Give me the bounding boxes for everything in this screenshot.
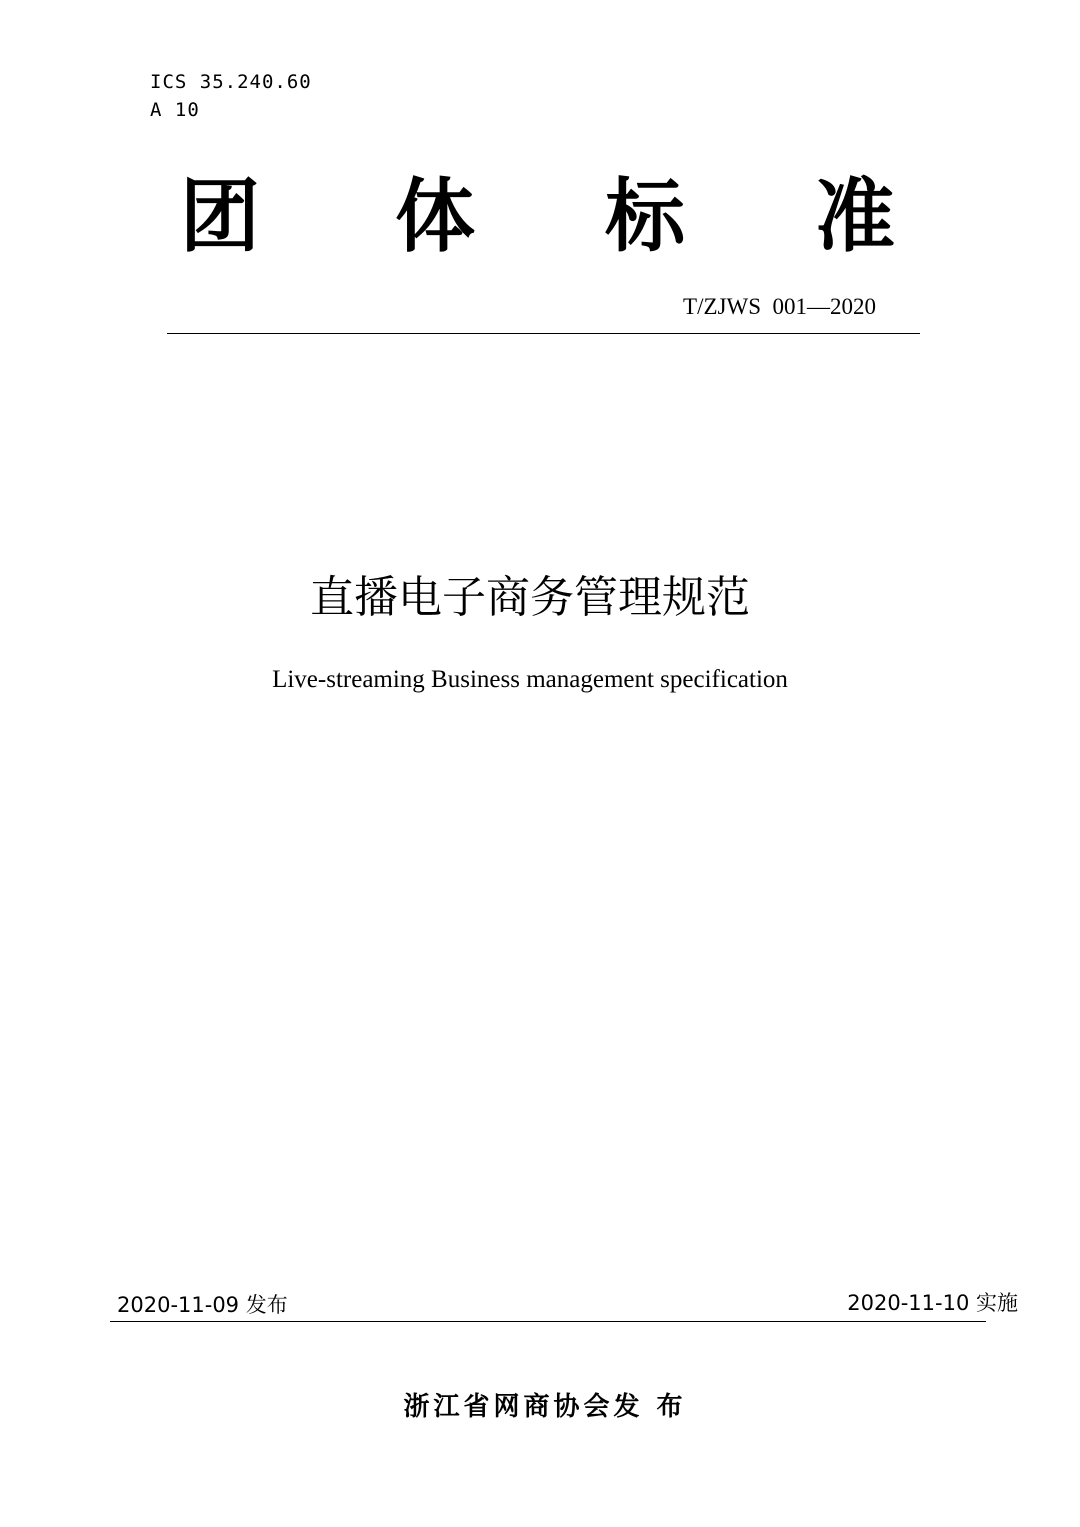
document-title-english: Live-streaming Business management specification	[272, 666, 788, 693]
banner-char-2: 体	[395, 170, 475, 263]
document-title: 直播电子商务管理规范	[310, 572, 750, 623]
banner-char-1: 团	[180, 170, 260, 263]
ccs-code: A 10	[150, 99, 200, 121]
top-divider	[167, 333, 920, 334]
implementation-date: 2020-11-10 实施	[847, 1291, 1018, 1315]
publisher: 浙江省网商协会发 布	[403, 1392, 687, 1422]
bottom-divider	[110, 1321, 986, 1322]
issue-date: 2020-11-09 发布	[117, 1293, 288, 1317]
banner-char-3: 标	[605, 170, 685, 263]
standard-number: T/ZJWS 001—2020	[683, 294, 876, 319]
ics-code: ICS 35.240.60	[150, 71, 312, 93]
banner-char-4: 准	[815, 170, 895, 263]
